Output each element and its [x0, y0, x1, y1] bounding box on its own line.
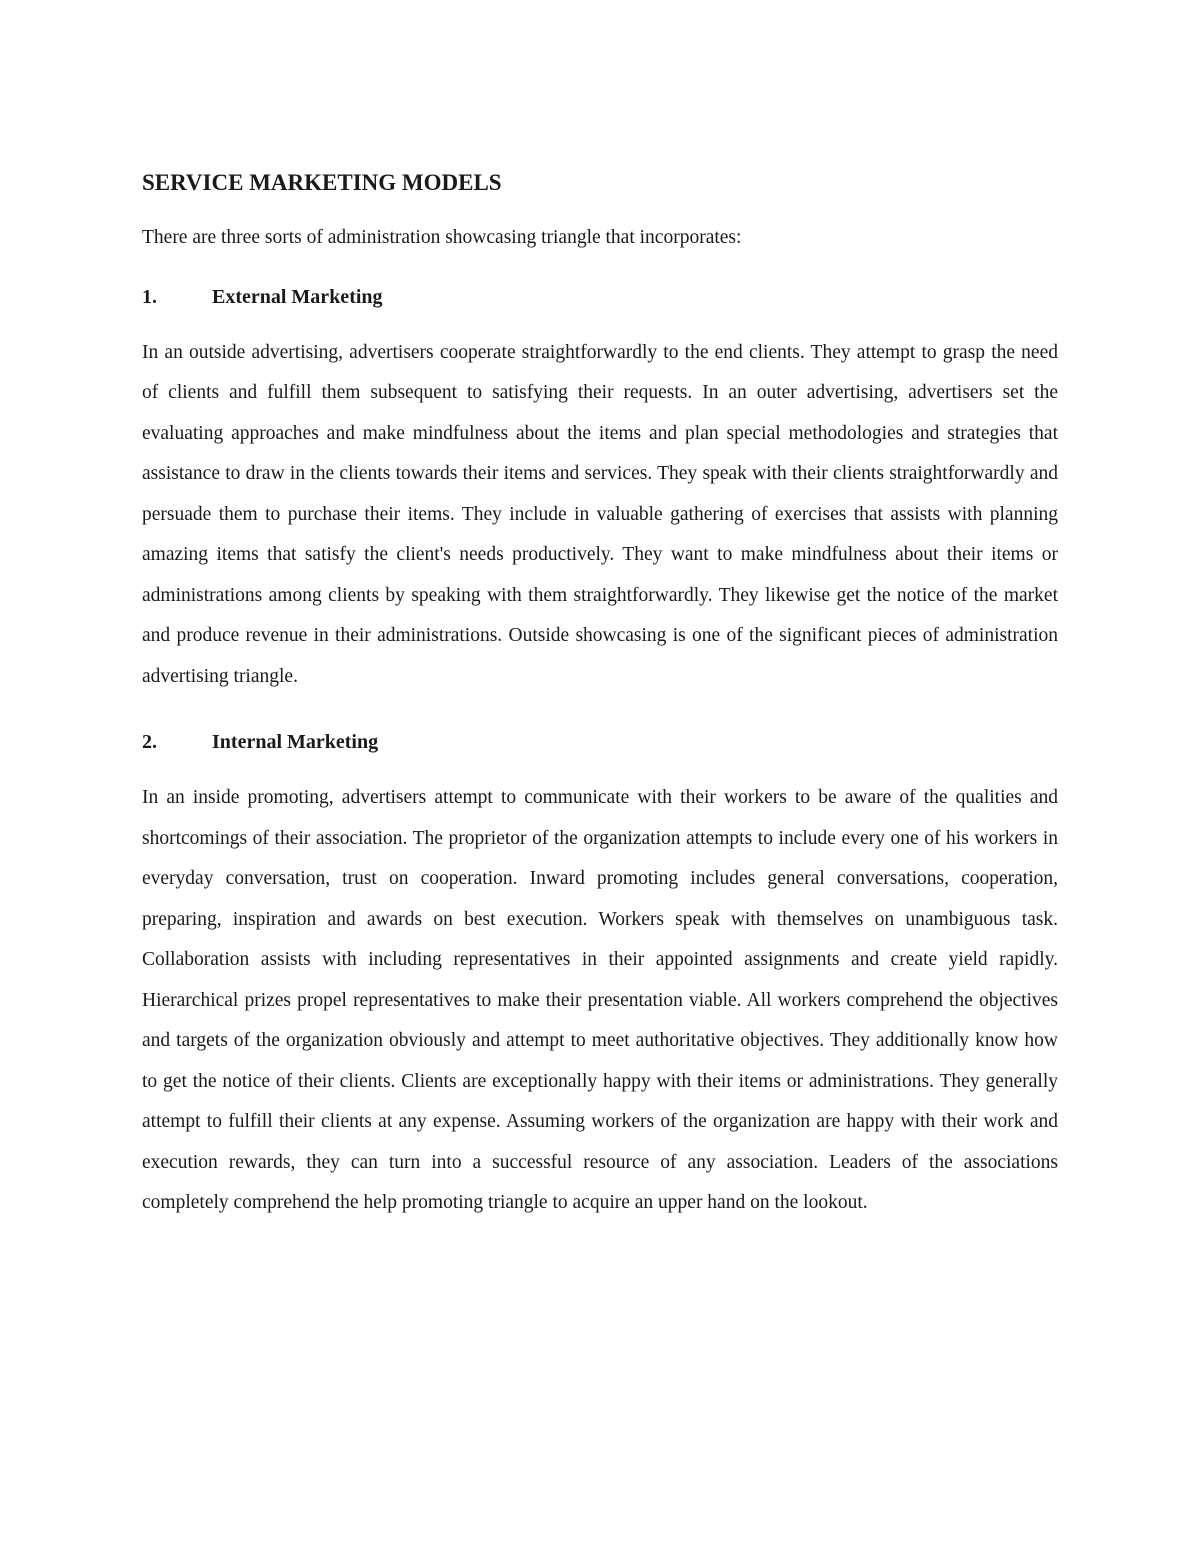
document-page [142, 168, 1058, 1224]
section-title: External Marketing [212, 285, 383, 308]
section-body-external-marketing: In an outside advertising, advertisers cooperate straightforwardly to the end clients. They attempt to grasp the need of clients and fulfill them subsequent to satisfying their requests. In an outer advertising, advertisers set the evaluating approaches and make mindfulness about the items and plan special methodologies and strategies that assistance to draw in the clients towards their items and services. They speak with their clients straightforwardly and persuade them to purchase their items. They include in valuable gathering of exercises that assists with planning amazing items that satisfy the client's needs productively. They want to make mindfulness about their items or administrations among clients by speaking with them straightforwardly. They likewise get the notice of the market and produce revenue in their administrations. Outside showcasing is one of the significant pieces of administration advertising triangle. [142, 341, 1058, 687]
section-number: 1. [142, 285, 157, 308]
section-heading-external-marketing [142, 283, 1058, 311]
section-title: Internal Marketing [212, 731, 379, 753]
section-number: 2. [142, 731, 157, 753]
intro-paragraph: There are three sorts of administration showcasing triangle that incorporates: [142, 227, 742, 248]
section-body-internal-marketing: In an inside promoting, advertisers attempt to communicate with their workers to be aware of the qualities and shortcomings of their association. The proprietor of the organization attempts to include every one of his workers in everyday conversation, trust on cooperation. Inward promoting includes general conversations, cooperation, preparing, inspiration and awards on best execution. Workers speak with themselves on unambiguous task. Collaboration assists with including representatives in their appointed assignments and create yield rapidly. Hierarchical prizes propel representatives to make their presentation viable. All workers comprehend the objectives and targets of the organization obviously and attempt to meet authoritative objectives. They additionally know how to get the notice of their clients. Clients are exceptionally happy with their items or administrations. They generally attempt to fulfill their clients at any expense. Assuming workers of the organization are happy with their work and execution rewards, they can turn into a successful resource of any association. Leaders of the associations completely comprehend the help promoting triangle to acquire an upper hand on the lookout. [142, 787, 1058, 1213]
page-title: SERVICE MARKETING MODELS [142, 170, 502, 195]
section-heading-internal-marketing [142, 728, 1058, 756]
